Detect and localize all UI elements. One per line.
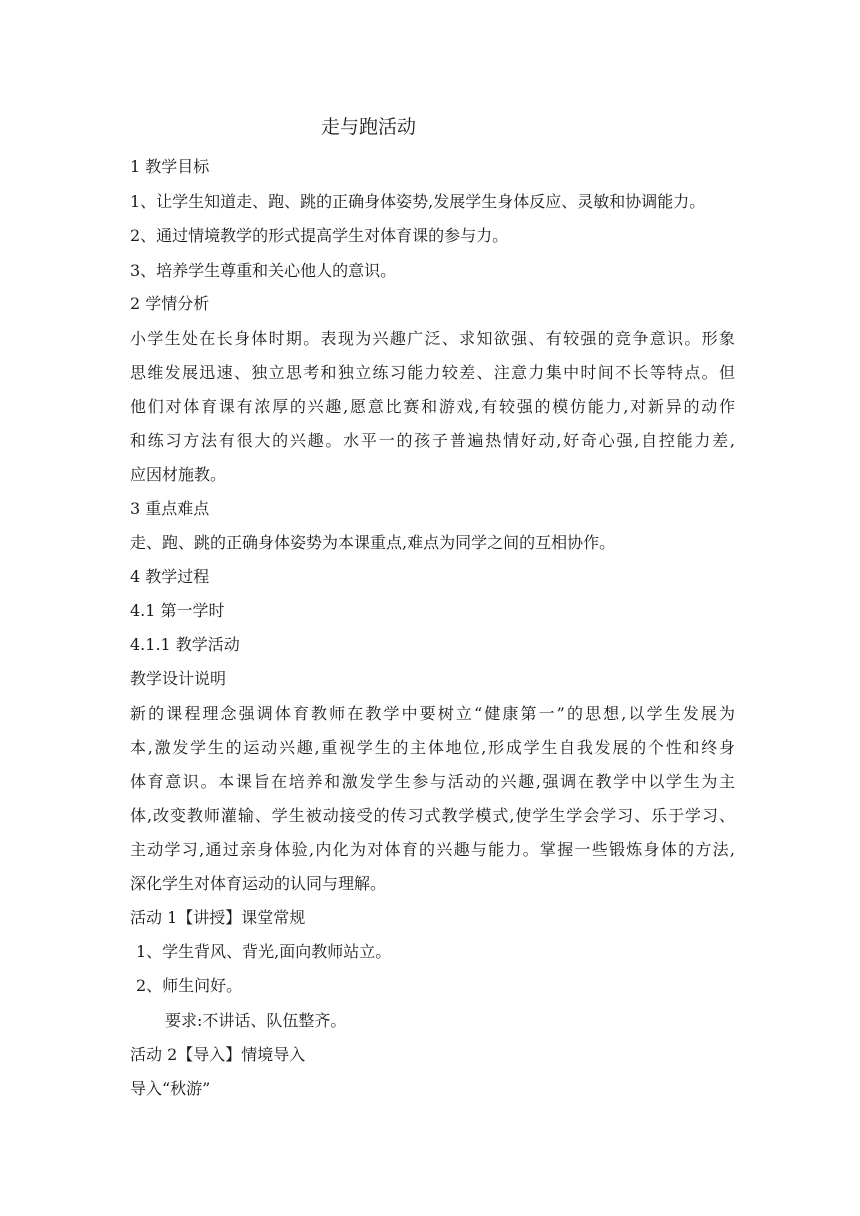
paragraph-line: 导入“秋游” — [130, 1079, 211, 1098]
paragraph-line: 思维发展迅速、独立思考和独立练习能力较差、注意力集中时间不长等特点。但 — [130, 363, 735, 382]
goal-item-1: 1、让学生知道走、跑、跳的正确身体姿势,发展学生身体反应、灵敏和协调能力。 — [130, 192, 706, 211]
paragraph-line: 和练习方法有很大的兴趣。水平一的孩子普遍热情好动,好奇心强,自控能力差, — [130, 431, 735, 450]
subsection-heading: 教学设计说明 — [130, 669, 227, 688]
activity-heading-2: 活动 2【导入】情境导入 — [130, 1045, 306, 1064]
paragraph-line: 主动学习,通过亲身体验,内化为对体育的兴趣与能力。掌握一些锻炼身体的方法, — [130, 840, 735, 859]
goal-item-3: 3、培养学生尊重和关心他人的意识。 — [130, 261, 397, 280]
section-heading-key-points: 3 重点难点 — [130, 499, 210, 518]
section-heading-student-analysis: 2 学情分析 — [130, 294, 210, 313]
document-title: 走与跑活动 — [321, 116, 417, 138]
paragraph-line: 新的课程理念强调体育教师在教学中要树立“健康第一”的思想,以学生发展为 — [130, 704, 735, 723]
paragraph-line: 走、跑、跳的正确身体姿势为本课重点,难点为同学之间的互相协作。 — [130, 533, 616, 552]
activity-heading-1: 活动 1【讲授】课堂常规 — [130, 908, 306, 927]
section-heading-teaching-goals: 1 教学目标 — [130, 157, 210, 176]
section-heading-teaching-process: 4 教学过程 — [130, 567, 210, 586]
paragraph-line: 小学生处在长身体时期。表现为兴趣广泛、求知欲强、有较强的竞争意识。形象 — [130, 329, 735, 348]
paragraph-line: 深化学生对体育运动的认同与理解。 — [130, 874, 387, 893]
requirement-line: 要求:不讲话、队伍整齐。 — [165, 1011, 347, 1030]
subsection-heading: 4.1 第一学时 — [130, 601, 225, 620]
goal-item-2: 2、通过情境教学的形式提高学生对体育课的参与力。 — [130, 226, 509, 245]
list-item: 1、学生背风、背光,面向教师站立。 — [136, 942, 392, 961]
paragraph-line: 本,激发学生的运动兴趣,重视学生的主体地位,形成学生自我发展的个性和终身 — [130, 738, 735, 757]
paragraph-line: 他们对体育课有浓厚的兴趣,愿意比赛和游戏,有较强的模仿能力,对新异的动作 — [130, 397, 735, 416]
paragraph-line: 应因材施教。 — [130, 465, 227, 484]
subsection-heading: 4.1.1 教学活动 — [130, 635, 240, 654]
paragraph-line: 体育意识。本课旨在培养和激发学生参与活动的兴趣,强调在教学中以学生为主 — [130, 772, 735, 791]
paragraph-line: 体,改变教师灌输、学生被动接受的传习式教学模式,使学生学会学习、乐于学习、 — [130, 806, 735, 825]
list-item: 2、师生问好。 — [136, 976, 243, 995]
